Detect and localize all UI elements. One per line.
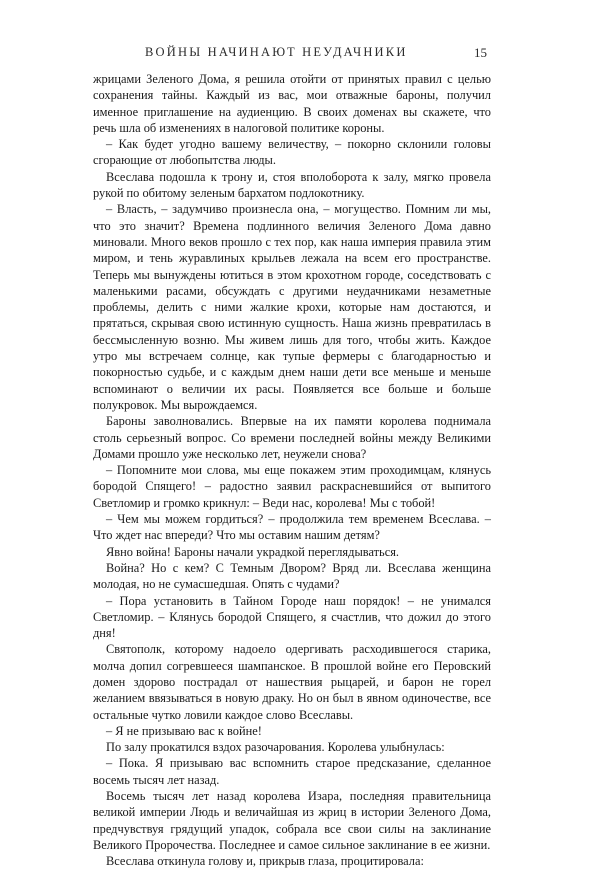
running-title: ВОЙНЫ НАЧИНАЮТ НЕУДАЧНИКИ [145, 45, 408, 59]
paragraph: – Пока. Я призываю вас вспомнить старое предсказание, сделанное восемь тысяч лет назад. [93, 756, 491, 787]
paragraph: Восемь тысяч лет назад королева Изара, последняя правительница великой империи Людь и величайшая из жриц в истории Зеленого Дома, предчувствуя грядущий упадок, собрала все свои силы на заклинание Великого Пророчества. Последнее и самое сильное заклинание в ее жизни. [93, 789, 491, 852]
paragraph: Явно война! Бароны начали украдкой переглядываться. [106, 544, 399, 559]
paragraph: – Я не призываю вас к войне! [106, 723, 262, 738]
paragraph: Война? Но с кем? С Темным Двором? Вряд ли. Всеслава женщина молодая, но не сумасшедшая. Опять с чудами? [93, 560, 491, 592]
paragraph: По залу прокатился вздох разочарования. Королева улыбнулась: [106, 740, 445, 755]
paragraph: Всеслава откинула голову и, прикрыв глаза, процитировала: [106, 854, 424, 869]
paragraph: Бароны заволновались. Впервые на их памяти королева поднимала столь серьезный вопрос. Со времени последней войны между Великими Домами прошло уже несколько лет, неужели снова? [93, 414, 491, 461]
paragraph: – Пора установить в Тайном Городе наш порядок! – не унимался Светломир. – Клянусь бородой Спящего, я счастлив, что дожил до этого дня! [93, 593, 491, 641]
paragraph: Всеслава подошла к трону и, стоя вполоборота к залу, мягко провела рукой по обитому зеленым бархатом подлокотнику. [93, 169, 491, 201]
paragraph: – Власть, – задумчиво произнесла она, – могущество. Помним ли мы, что это значит? Времена подлинного величия Зеленого Дома давно миновали. Много веков прошло с тех пор, как наша империя правила этим миром, и тень журавлиных крыльев лежала на всем его пространстве. Теперь мы вынуждены ютиться в этом крохотном городе, соседствовать с маленькими расами, обсуждать с другими неудачниками незаметные проблемы, делить с ними жалкие крохи, которые нам достаются, и прятаться, скрывая свою истинную сущность. Наша жизнь превратилась в бессмысленную возню. Мы живем лишь для того, чтобы жить. Каждое утро мы встречаем солнце, как тупые фермеры с благодарностью и покорностью судьбе, и с каждым днем наши дети все меньше и меньше вспоминают о величии их расы. Появляется все больше и больше полукровок. Мы вырождаемся. [93, 202, 491, 412]
running-head [0, 45, 600, 63]
paragraph: Святополк, которому надоело одергивать расходившегося старика, молча допил согревшееся шампанское. В прошлой войне его Перовский домен здорово пострадал от нашествия рыцарей, и барон не горел желанием ввязываться в новую драку. Но он был в явном одиночестве, все остальные чутко ловили каждое слово Всеславы. [93, 642, 491, 722]
paragraph: – Чем мы можем гордиться? – продолжила тем временем Всеслава. – Что ждет нас впереди? Что мы оставим нашим детям? [93, 512, 491, 543]
paragraph: жрицами Зеленого Дома, я решила отойти от принятых правил с целью сохранения тайны. Каждый из вас, мои отважные бароны, получил именное приглашение на аудиенцию. В своих доменах вы скажете, что речь шла об изменениях в налоговой политике короны. [93, 72, 491, 135]
paragraph: – Попомните мои слова, мы еще покажем этим проходимцам, клянусь бородой Спящего! – радостно заявил раскрасневшийся от выпитого Светломир и громко крикнул: – Веди нас, королева! Мы с тобой! [93, 463, 491, 510]
page-number: 15 [474, 45, 487, 60]
paragraph: – Как будет угодно вашему величеству, – покорно склонили головы сгорающие от любопытства люды. [93, 137, 491, 168]
